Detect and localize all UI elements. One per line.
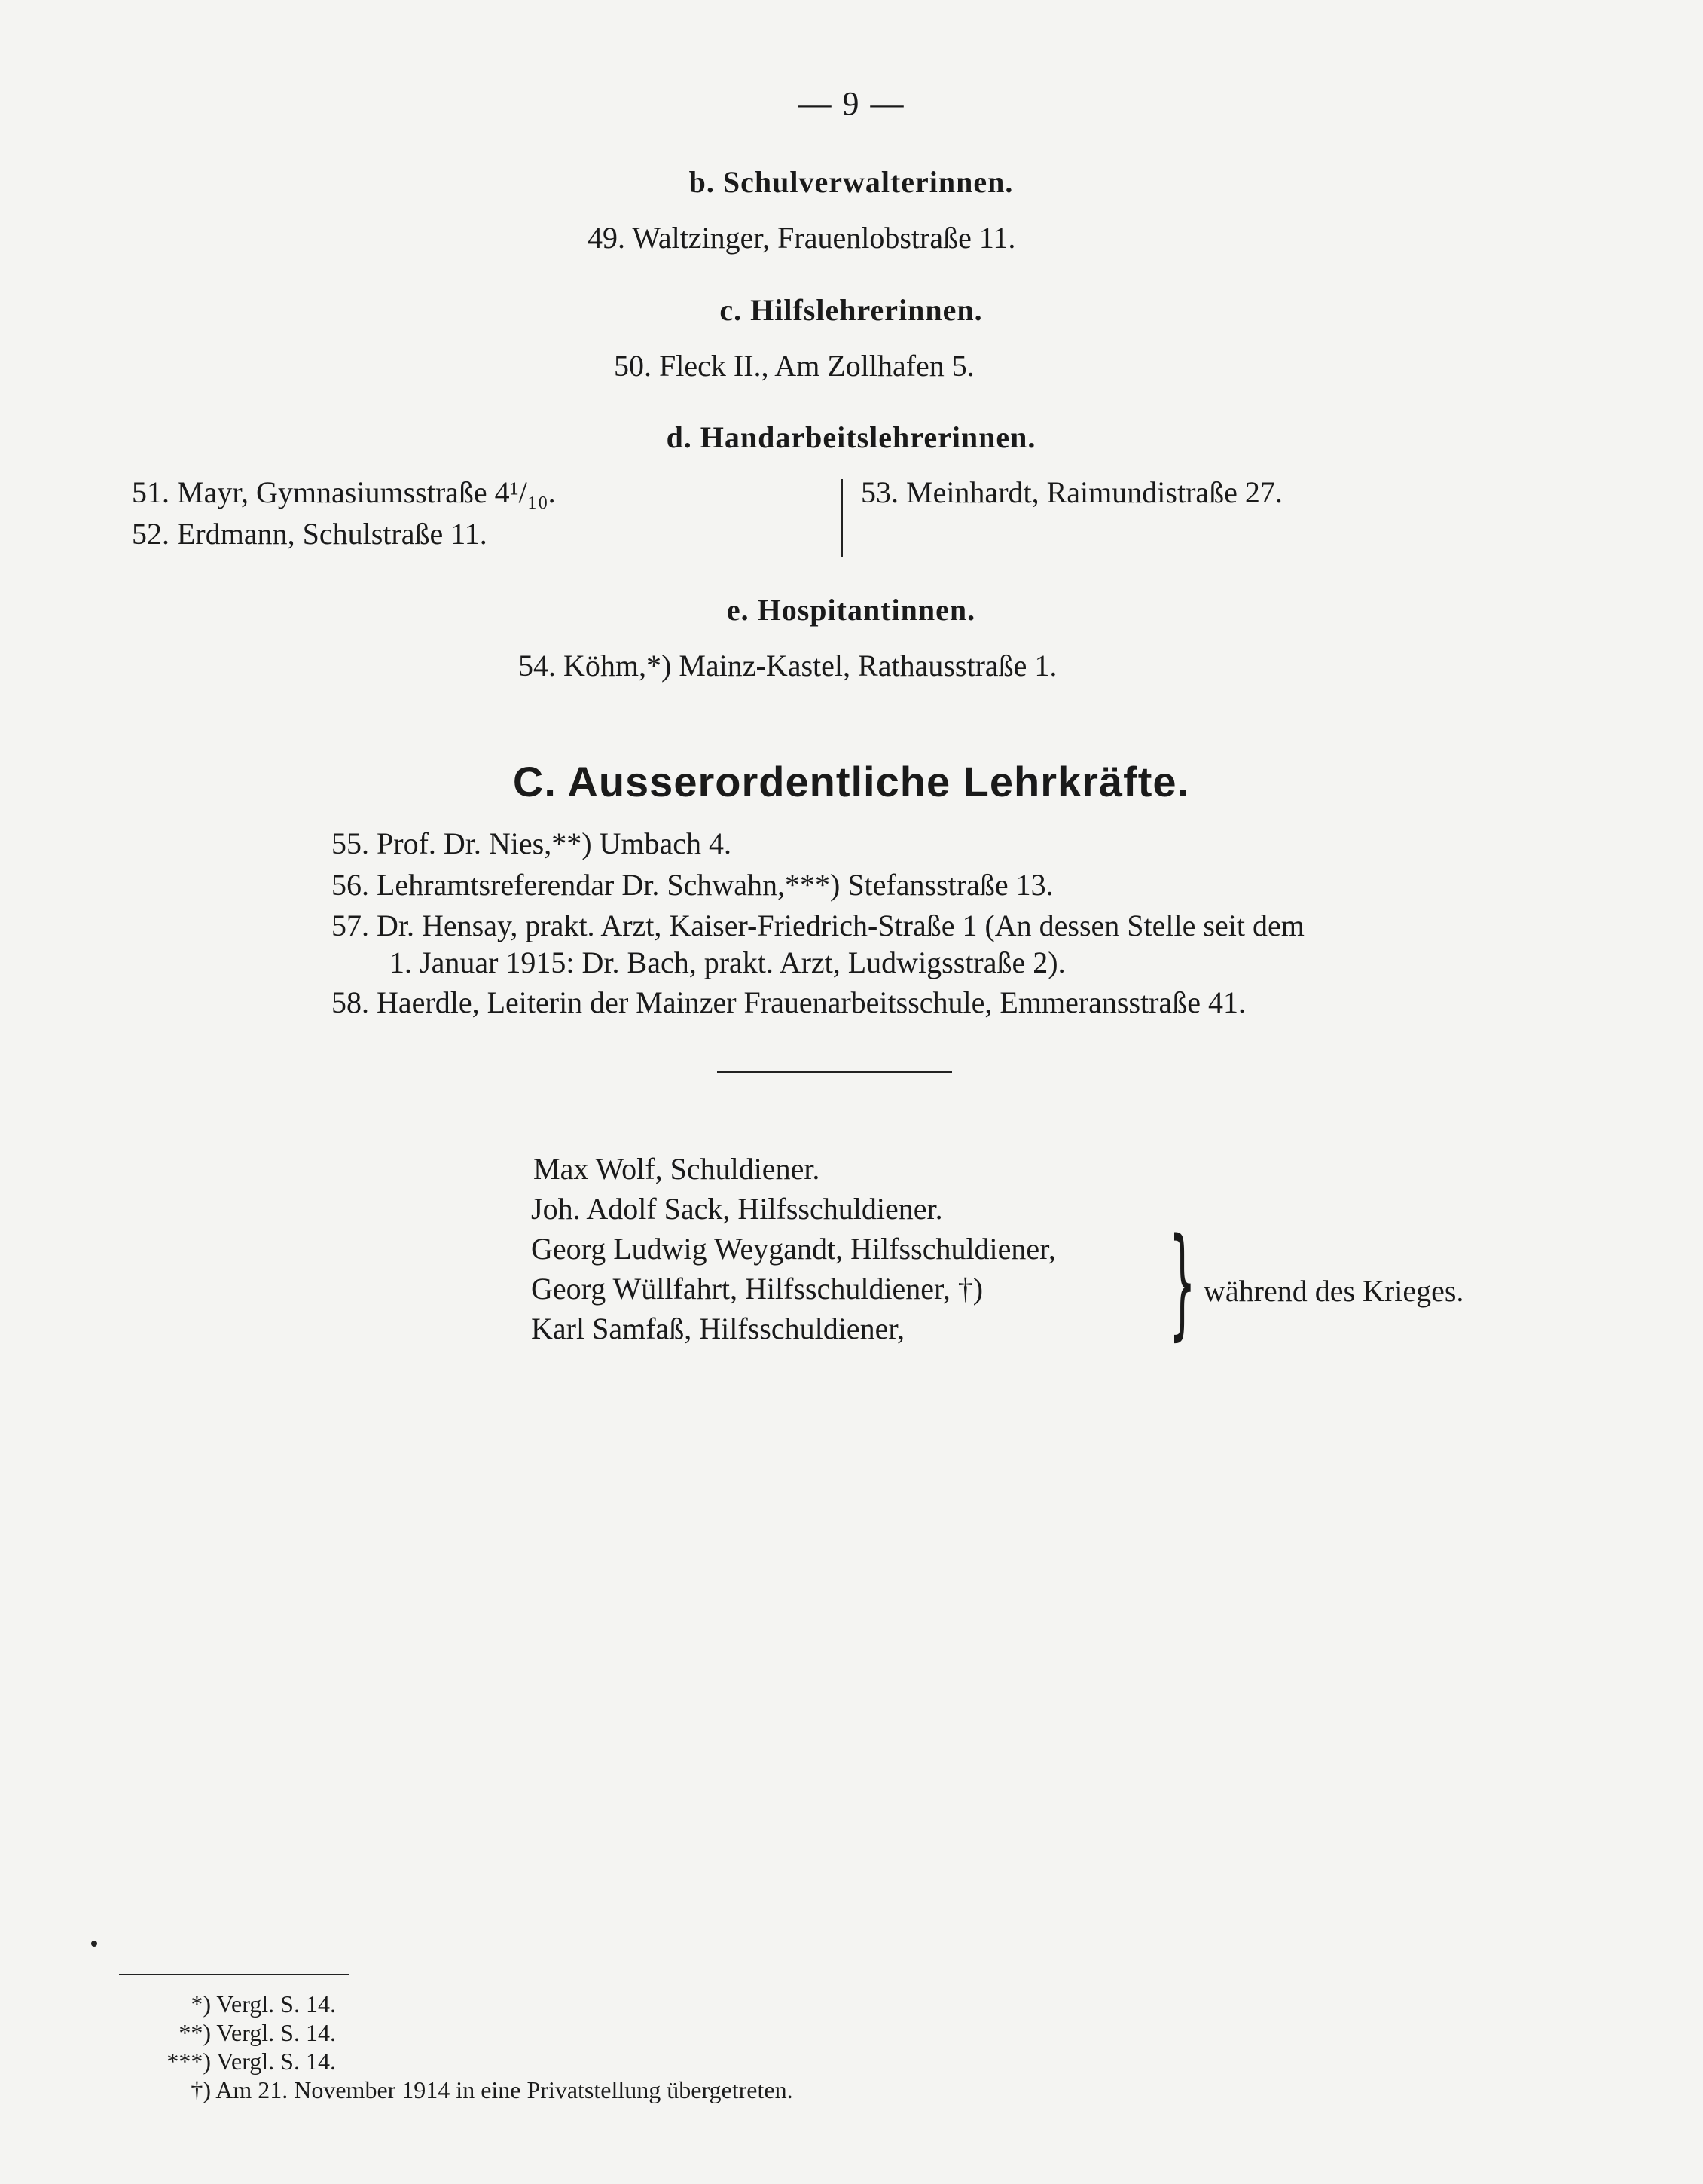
column-divider [841,479,843,557]
entry-58: 58. Haerdle, Leiterin der Mainzer Frauenarbeitsschule, Emmeransstraße 41. [331,985,1246,1019]
entry-49: 49. Waltzinger, Frauenlobstraße 11. [588,221,1016,255]
heading-hilfslehrerinnen: c. Hilfslehrerinnen. [719,293,983,327]
footnote-1 [121,1990,336,2018]
footnote-4 [121,2076,793,2104]
footnote-mark: **) [179,2019,211,2046]
separator-rule [717,1071,952,1073]
staff-line-1: Max Wolf, Schuldiener. [533,1152,820,1186]
entry-55: 55. Prof. Dr. Nies,**) Umbach 4. [331,826,732,860]
footnote-text: Vergl. S. 14. [216,2019,336,2046]
staff-line-2: Joh. Adolf Sack, Hilfsschuldiener. [531,1192,943,1226]
staff-line-5: Karl Samfaß, Hilfsschuldiener, [531,1312,905,1346]
heading-handarbeitslehrerinnen: d. Handarbeitslehrerinnen. [666,420,1036,454]
footnote-text: Am 21. November 1914 in eine Privatstellung übergetreten. [215,2076,793,2103]
staff-line-4: Georg Wüllfahrt, Hilfsschuldiener, †) [531,1272,984,1306]
footnote-mark: ***) [166,2048,211,2075]
entry-54: 54. Köhm,*) Mainz-Kastel, Rathausstraße 1. [518,649,1058,683]
entry-50: 50. Fleck II., Am Zollhafen 5. [614,349,975,383]
entry-52: 52. Erdmann, Schulstraße 11. [132,517,487,551]
entry-53: 53. Meinhardt, Raimundistraße 27. [861,475,1283,509]
heading-hospitantinnen: e. Hospitantinnen. [726,593,976,627]
staff-brace-note: während des Krieges. [1204,1274,1464,1308]
footnote-2 [121,2019,336,2047]
footnote-mark: †) [191,2076,211,2103]
entry-56: 56. Lehramtsreferendar Dr. Schwahn,***) Stefansstraße 13. [331,868,1054,902]
footnote-text: Vergl. S. 14. [216,1990,336,2018]
page-number: — 9 — [798,85,905,122]
entry-51: 51. Mayr, Gymnasiumsstraße 4¹/₁₀. [132,475,556,509]
footnote-3 [121,2048,336,2076]
heading-schulverwalterinnen: b. Schulverwalterinnen. [688,165,1014,199]
entry-57: 57. Dr. Hensay, prakt. Arzt, Kaiser-Friedrich-Straße 1 (An dessen Stelle seit dem [331,909,1305,942]
footnote-rule [119,1974,349,1975]
footnote-mark: *) [191,1990,211,2018]
footnote-text: Vergl. S. 14. [216,2048,336,2075]
staff-line-3: Georg Ludwig Weygandt, Hilfsschuldiener, [531,1232,1056,1266]
stray-dot [91,1941,97,1947]
entry-57-continued: 1. Januar 1915: Dr. Bach, prakt. Arzt, Ludwigsstraße 2). [389,945,1066,979]
section-title-ausserordentliche: C. Ausserordentliche Lehrkräfte. [512,758,1190,805]
curly-brace: } [1169,1211,1196,1352]
